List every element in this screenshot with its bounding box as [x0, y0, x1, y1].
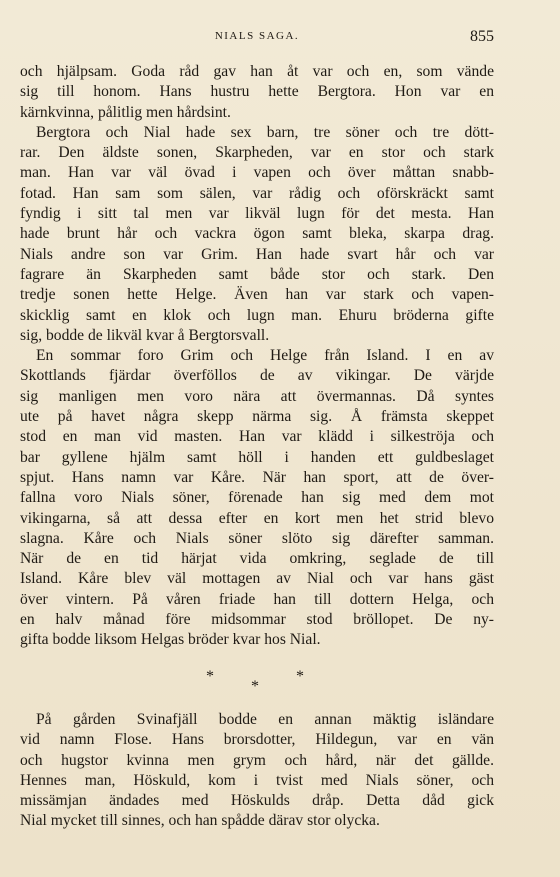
text-line: bar gyllene hjälm samt höll i handen ett guldbeslaget [20, 448, 494, 466]
text-line: hade brunt hår och vackra ögon samt bleka, skarpa drag. [20, 225, 494, 243]
text-line: När de en tid härjat vida omkring, seglade de till [20, 550, 494, 568]
text-line: slagna. Kåre och Nials söner slöto sig därefter samman. [20, 529, 494, 547]
text-line: gifta bodde liksom Helgas bröder kvar hos Nial. [20, 631, 321, 649]
text-line: Nials andre son var Grim. Han hade svart hår och var [20, 245, 494, 263]
text-line: fyndig i sitt tal men var likväl lugn för det mesta. Han [20, 205, 494, 223]
text-line: En sommar foro Grim och Helge från Island. I en av [36, 347, 494, 365]
text-line: man. Han var väl övad i vapen och över måttan snabb- [20, 164, 494, 182]
page-header [20, 28, 494, 48]
text-line: sig, bodde de likväl kvar å Bergtorsvall. [20, 326, 270, 344]
text-line: sig manligen men voro nära att övermannas. Då syntes [20, 387, 494, 405]
text-line: stod en man vid masten. Han var klädd i silkeströja och [20, 428, 494, 446]
text-line: Skottlands fjärdar överföllos de av vikingar. De värjde [20, 367, 494, 385]
asterisk: * [251, 678, 259, 695]
text-line: en halv månad före midsommar stod bröllopet. De ny- [20, 611, 494, 629]
text-line: missämjan ändades med Höskulds dråp. Detta dåd gick [20, 792, 494, 810]
text-line: kärnkvinna, pålitlig men hårdsint. [20, 103, 231, 121]
text-line: tredje sonen hette Helge. Även han var stark och vapen- [20, 286, 494, 304]
body-text-upper [20, 62, 494, 651]
text-line: fagrare än Skarpheden samt både stor och stark. Den [20, 265, 494, 283]
text-line: Nial mycket till sinnes, och han spådde därav stor olycka. [20, 812, 380, 830]
text-line: sig till honom. Hans hustru hette Bergtora. Hon var en [20, 83, 494, 101]
page-number: 855 [470, 28, 494, 45]
body-text-lower [20, 710, 494, 832]
section-break-asterism [200, 668, 310, 694]
text-line: På gården Svinafjäll bodde en annan mäktig isländare [36, 711, 494, 728]
running-head: NIALS SAGA. [214, 30, 300, 42]
text-line: och hugstor kvinna men grym och hård, när det gällde. [20, 751, 494, 769]
text-line: vid namn Flose. Hans brorsdotter, Hildegun, var en vän [20, 731, 494, 749]
text-line: Hennes man, Höskuld, kom i tvist med Nials söner, och [20, 771, 494, 789]
asterisk: * [296, 668, 304, 685]
text-line: över vintern. På våren friade han till dottern Helga, och [20, 590, 494, 608]
text-line: rar. Den äldste sonen, Skarpheden, var en stor och stark [20, 144, 494, 162]
text-line: skicklig samt en klok och lugn man. Ehuru bröderna gifte [20, 306, 494, 324]
text-line: spjut. Hans namn var Kåre. När han sport, att de över- [20, 468, 494, 486]
text-line: Bergtora och Nial hade sex barn, tre söner och tre dött- [36, 123, 494, 141]
text-line: vikingarna, så att dessa efter en kort men het strid blevo [20, 509, 494, 527]
text-line: Island. Kåre blev väl mottagen av Nial och var hans gäst [20, 570, 494, 588]
text-line: ute på havet några skepp närma sig. Å främsta skeppet [20, 408, 494, 426]
asterisk: * [206, 668, 214, 685]
text-line: fallna voro Nials söner, förenade han sig med dem mot [20, 489, 494, 507]
text-line: fotad. Han sam som sälen, var rådig och oförskräckt samt [20, 184, 494, 202]
text-line: och hjälpsam. Goda råd gav han åt var och en, som vände [20, 63, 494, 80]
